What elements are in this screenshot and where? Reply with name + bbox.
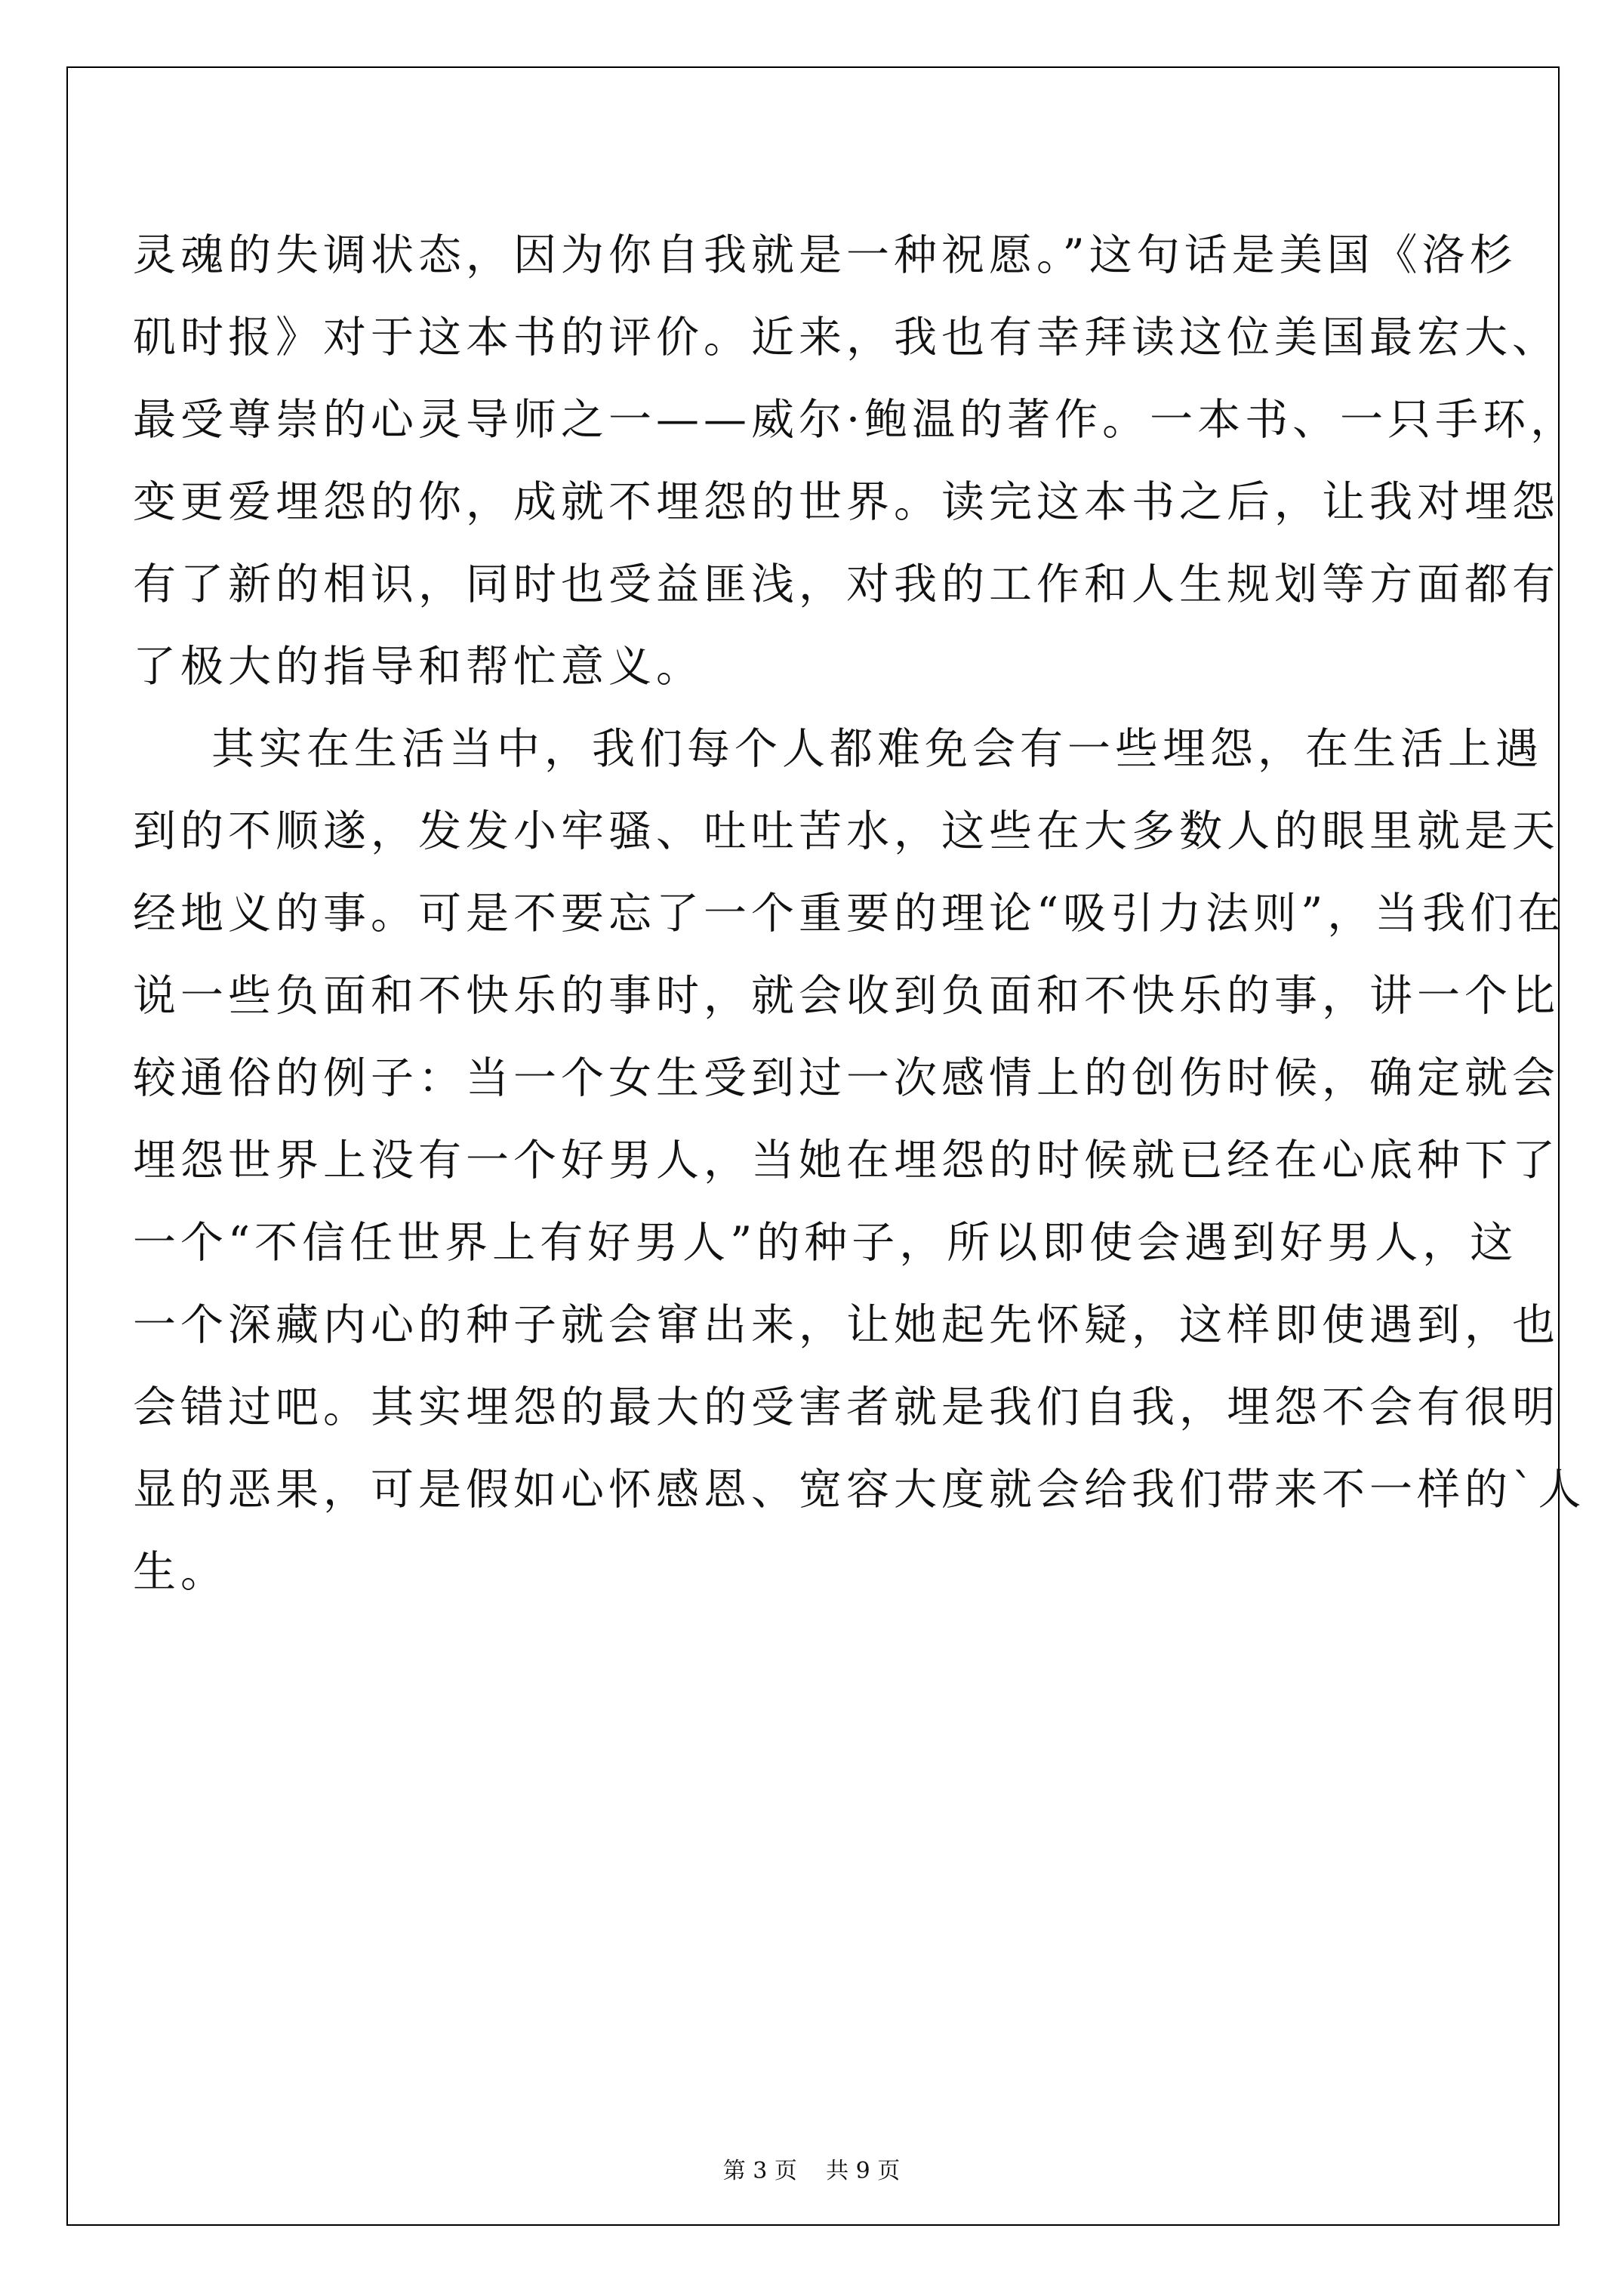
text-line: 灵魂的失调状态，因为你自我就是一种祝愿。”这句话是美国《洛杉	[133, 230, 1517, 280]
text-line: 一个深藏内心的种子就会窜出来，让她起先怀疑，这样即使遇到，也	[133, 1300, 1560, 1350]
text-line: 有了新的相识，同时也受益匪浅，对我的工作和人生规划等方面都有	[133, 559, 1560, 609]
paragraph-first-line: 其实在生活当中，我们每个人都难免会有一些埋怨，在生活上遇	[211, 724, 1543, 774]
text-line: 了极大的指导和帮忙意义。	[133, 642, 704, 692]
text-line: 埋怨世界上没有一个好男人，当她在埋怨的时候就已经在心底种下了	[133, 1136, 1560, 1185]
page-number-footer: 第 3 页 共 9 页	[722, 2158, 901, 2184]
text-line: 最受尊崇的心灵导师之一——威尔·鲍温的著作。一本书、一只手环，	[133, 395, 1578, 445]
text-line: 较通俗的例子：当一个女生受到过一次感情上的创伤时候，确定就会	[133, 1053, 1560, 1103]
text-line: 说一些负面和不快乐的事时，就会收到负面和不快乐的事，讲一个比	[133, 971, 1560, 1021]
text-line: 显的恶果，可是假如心怀感恩、宽容大度就会给我们带来不一样的`人	[133, 1465, 1586, 1515]
text-line: 会错过吧。其实埋怨的最大的受害者就是我们自我，埋怨不会有很明	[133, 1382, 1560, 1432]
text-line: 生。	[133, 1547, 228, 1597]
text-line: 变更爱埋怨的你，成就不埋怨的世界。读完这本书之后，让我对埋怨	[133, 477, 1560, 527]
text-line: 一个“不信任世界上有好男人”的种子，所以即使会遇到好男人，这	[133, 1218, 1518, 1268]
text-line: 经地义的事。可是不要忘了一个重要的理论“吸引力法则”，当我们在	[133, 889, 1566, 938]
text-line: 到的不顺遂，发发小牢骚、吐吐苦水，这些在大多数人的眼里就是天	[133, 806, 1560, 856]
text-line: 矶时报》对于这本书的评价。近来，我也有幸拜读这位美国最宏大、	[133, 313, 1560, 362]
